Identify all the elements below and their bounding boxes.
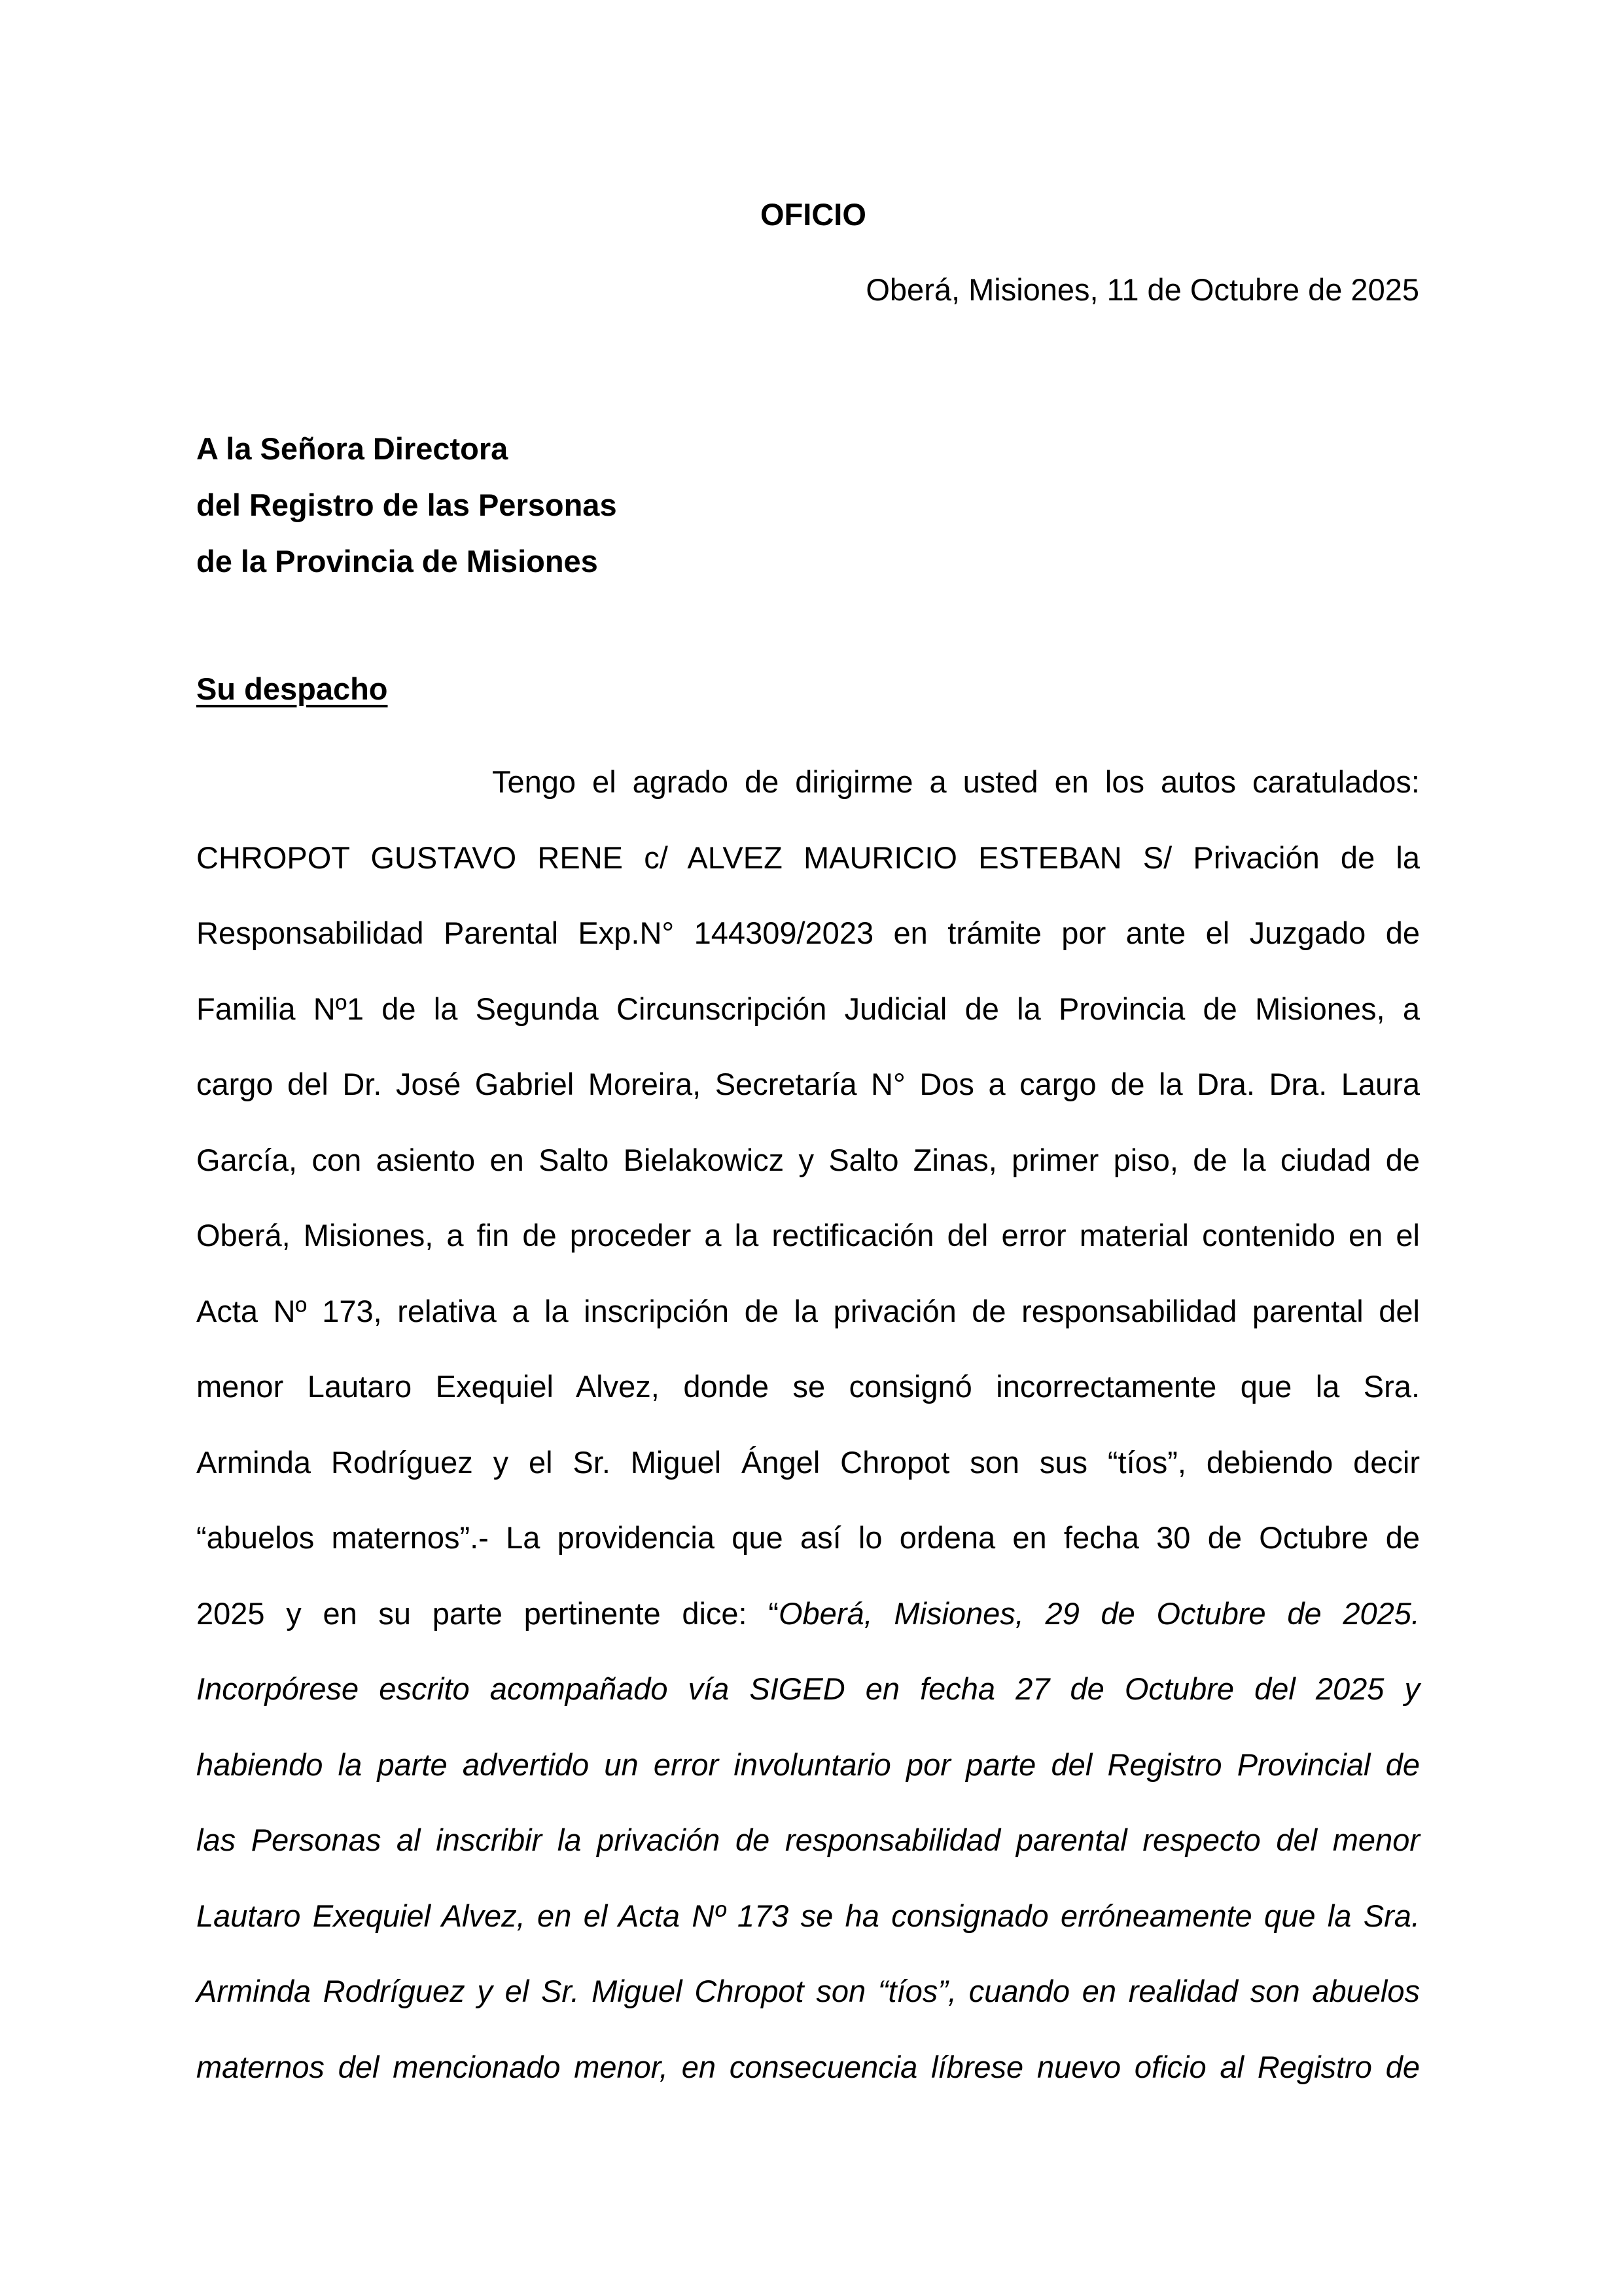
body-text-segment: Arminda Rodríguez y el Sr. Miguel Ángel Chropot son sus “tíos”, debiendo decir (196, 1444, 1420, 1480)
body-line (196, 895, 1420, 971)
body-text-segment: cargo del Dr. José Gabriel Moreira, Secretaría N° Dos a cargo de la Dra. Dra. Laura (196, 1067, 1420, 1101)
body-line (196, 971, 1420, 1047)
body-line (196, 1425, 1420, 1501)
body-text (196, 744, 1420, 2105)
body-line (196, 1273, 1420, 1349)
addressee-line: del Registro de las Personas (196, 488, 617, 522)
quoted-text: Arminda Rodríguez y el Sr. Miguel Chropot son “tíos”, cuando en realidad son abuelos (196, 1974, 1420, 2008)
body-line (196, 1122, 1420, 1198)
quoted-text: Lautaro Exequiel Alvez, en el Acta Nº 173 se ha consignado erróneamente que la Sra. (196, 1898, 1420, 1933)
body-line (196, 1727, 1420, 1803)
body-text-segment: CHROPOT GUSTAVO RENE c/ ALVEZ MAURICIO ESTEBAN S/ Privación de la (196, 840, 1420, 875)
body-line (196, 1953, 1420, 2029)
body-text-segment: “abuelos maternos”.- La providencia que así lo ordena en fecha 30 de Octubre de (196, 1520, 1420, 1555)
quoted-text: maternos del mencionado menor, en consecuencia líbrese nuevo oficio al Registro de (196, 2049, 1420, 2084)
body-line (196, 1802, 1420, 1878)
body-line (196, 1198, 1420, 1273)
body-text-segment: Acta Nº 173, relativa a la inscripción de la privación de responsabilidad parental del (196, 1293, 1420, 1328)
body-text-segment: Responsabilidad Parental Exp.N° 144309/2023 en trámite por ante el Juzgado de (196, 916, 1420, 950)
body-text-segment: Oberá, Misiones, a fin de proceder a la rectificación del error material contenido en el (196, 1218, 1420, 1253)
addressee-line: de la Provincia de Misiones (196, 544, 598, 578)
body-line (196, 1046, 1420, 1122)
body-line (196, 1576, 1420, 1652)
body-line (196, 2029, 1420, 2105)
body-line (196, 1878, 1420, 1954)
body-text-segment: menor Lautaro Exequiel Alvez, donde se consignó incorrectamente que la Sra. (196, 1369, 1420, 1404)
date-line: Oberá, Misiones, 11 de Octubre de 2025 (866, 272, 1419, 307)
quoted-text: habiendo la parte advertido un error involuntario por parte del Registro Provincial de (196, 1747, 1420, 1782)
salutation: Su despacho (196, 671, 388, 706)
body-text-segment: Familia Nº1 de la Segunda Circunscripción Judicial de la Provincia de Misiones, a (196, 991, 1420, 1026)
quoted-text: Oberá, Misiones, 29 de Octubre de 2025. (778, 1595, 1420, 1631)
body-line (196, 820, 1420, 896)
quoted-text: Incorpórese escrito acompañado vía SIGED en fecha 27 de Octubre del 2025 y (196, 1671, 1420, 1706)
body-line (196, 1651, 1420, 1727)
document-title: OFICIO (760, 197, 866, 232)
quoted-text: las Personas al inscribir la privación de responsabilidad parental respecto del menor (196, 1823, 1420, 1857)
body-line (196, 1500, 1420, 1576)
body-text-segment: García, con asiento en Salto Bielakowicz y Salto Zinas, primer piso, de la ciudad de (196, 1142, 1420, 1177)
body-line (196, 744, 1420, 820)
addressee-line: A la Señora Directora (196, 431, 508, 466)
addressee-block (196, 421, 617, 590)
body-text-segment: Tengo el agrado de dirigirme a usted en los autos caratulados: (492, 764, 1420, 799)
body-line (196, 1349, 1420, 1425)
body-text-segment: 2025 y en su parte pertinente dice: “ (196, 1595, 779, 1631)
